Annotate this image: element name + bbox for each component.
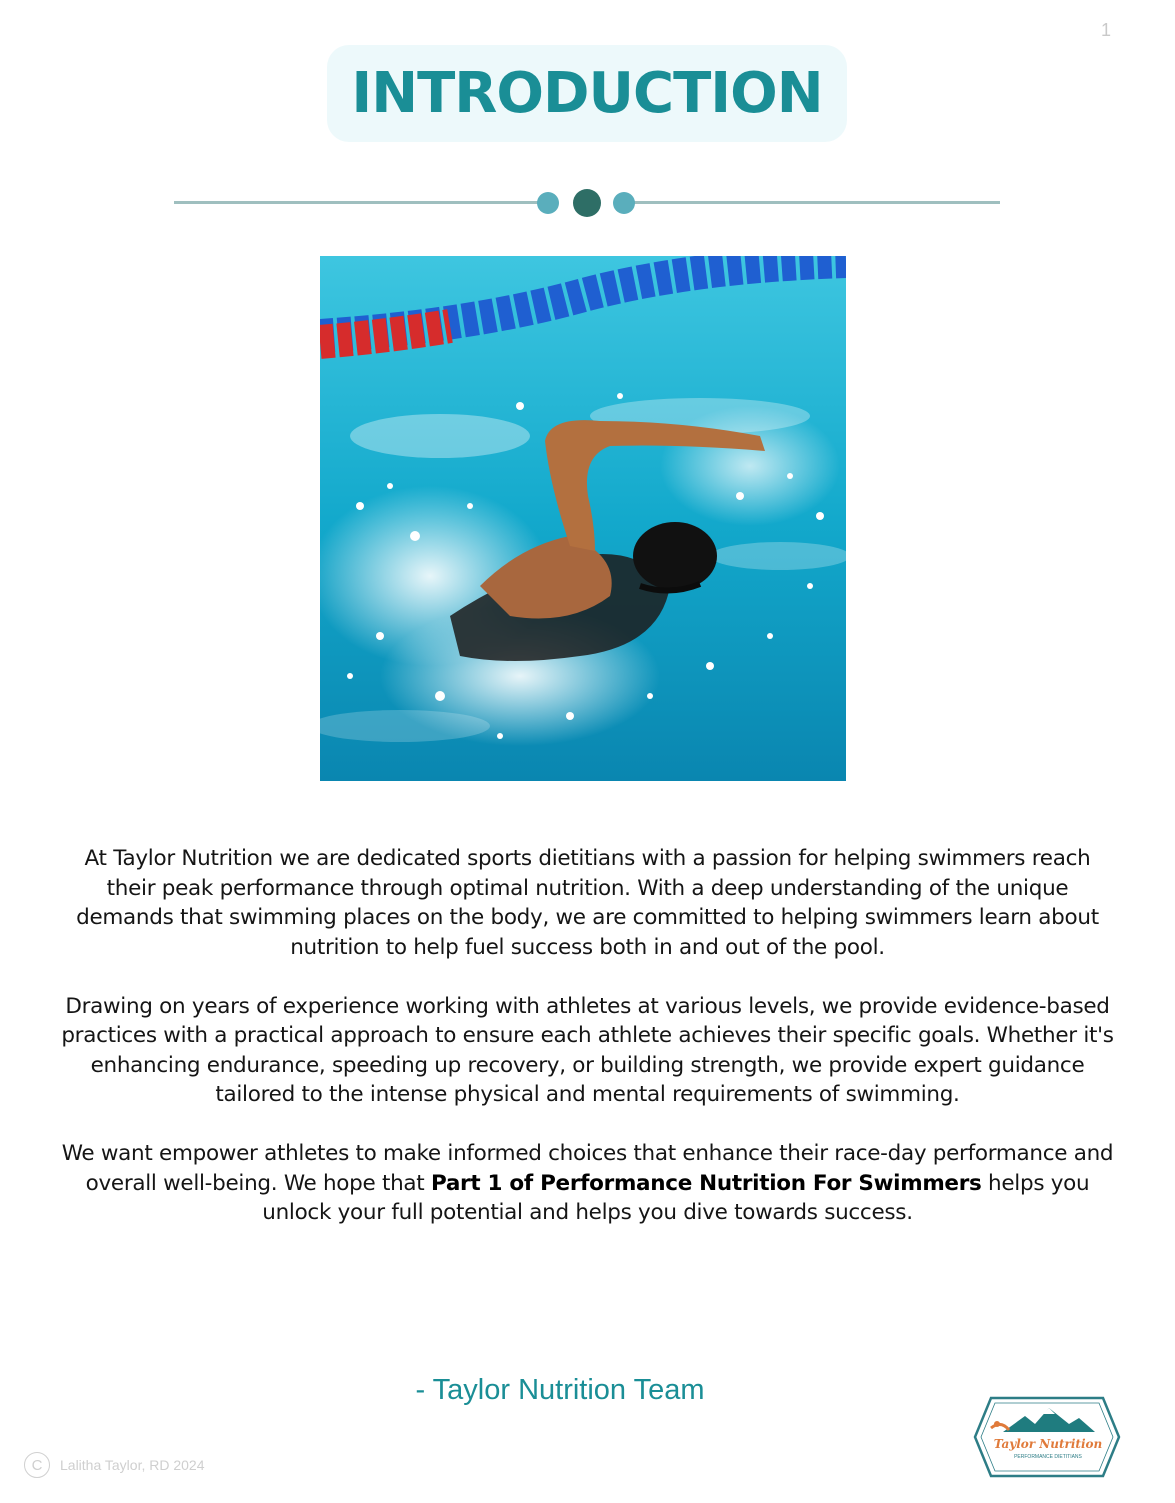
intro-paragraph-2: Drawing on years of experience working with athletes at various levels, we provide evidence-based practices with a practical approach to ensure each athlete achieves their specific goals. Whether it's enhancing endurance, speeding up recovery, or building strength, we provide expert guidance tailored to the intense physical and mental requirements of swimming. <box>61 993 1114 1107</box>
guide-title-bold: Part 1 of Performance Nutrition For Swimmers <box>430 1170 982 1196</box>
intro-paragraph-1: At Taylor Nutrition we are dedicated sports dietitians with a passion for helping swimmers reach their peak performance through optimal nutrition. With a deep understanding of the unique demands that swimming places on the body, we are committed to helping swimmers learn about nutrition to help fuel success both in and out of the pool. <box>76 846 1099 960</box>
paragraph-3-tail: helps you unlock your full potential and helps you dive towards success. <box>262 1170 1090 1225</box>
copyright-footer <box>24 1452 205 1478</box>
intro-body <box>60 844 1115 1257</box>
divider-dot-left <box>537 192 559 214</box>
taylor-nutrition-logo <box>973 1394 1121 1480</box>
divider-line-right <box>630 201 1000 204</box>
copyright-text: Lalitha Taylor, RD 2024 <box>60 1457 205 1473</box>
paragraph-3-lead: We want empower athletes to make informed choices that enhance their race-day performance and overall well-being. We hope that <box>61 1141 1114 1196</box>
signature: - Taylor Nutrition Team <box>415 1374 705 1406</box>
swimmer-photo <box>320 256 846 781</box>
page-title: INTRODUCTION <box>351 61 823 126</box>
divider-line-left <box>174 201 546 204</box>
intro-paragraph-3 <box>60 1139 1115 1228</box>
logo-name: Taylor Nutrition <box>993 1437 1103 1451</box>
page-number: 1 <box>1100 20 1111 40</box>
title-banner <box>327 45 847 142</box>
copyright-icon: C <box>24 1452 50 1478</box>
divider-dot-center <box>573 189 601 217</box>
decorative-divider <box>174 185 1000 221</box>
logo-tagline: PERFORMANCE DIETITIANS <box>1014 1454 1082 1460</box>
divider-dot-right <box>613 192 635 214</box>
